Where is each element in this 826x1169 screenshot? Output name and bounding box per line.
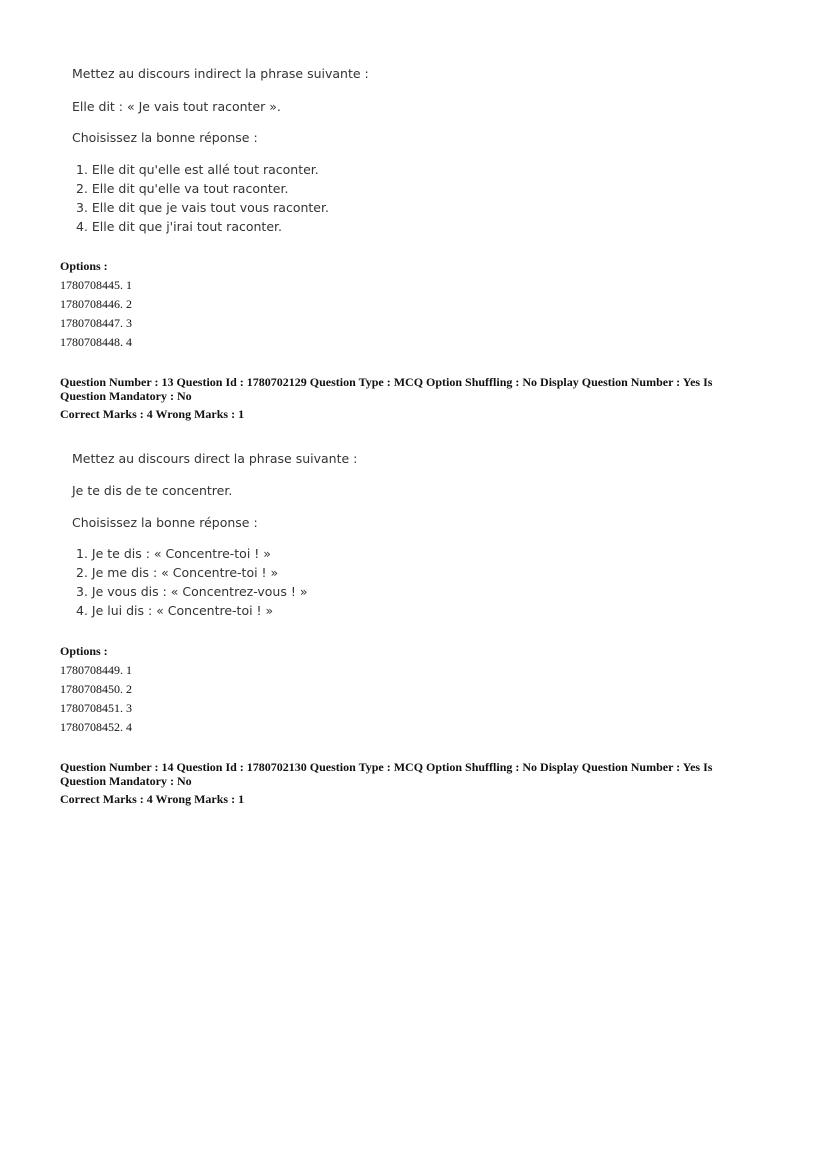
option-item: 1780708451. 3 [60,701,132,715]
question-image-13 [72,453,472,623]
option-item: 1780708447. 3 [60,316,132,330]
question-13-header [60,375,760,421]
option-item: 1780708448. 4 [60,335,132,349]
question-instruction: Mettez au discours indirect la phrase suivante : [72,66,369,81]
option-item: 1780708450. 2 [60,682,132,696]
question-mandatory-line: Question Mandatory : No [60,774,192,788]
choice-list [72,164,329,240]
options-label: Options : [60,644,108,658]
question-14-header [60,760,760,806]
question-sentence: Elle dit : « Je vais tout raconter ». [72,99,281,114]
question-prompt: Choisissez la bonne réponse : [72,515,258,530]
question-instruction: Mettez au discours direct la phrase suivante : [72,451,358,466]
question-prompt: Choisissez la bonne réponse : [72,130,258,145]
question-meta-line: Question Number : 14 Question Id : 1780702130 Question Type : MCQ Option Shuffling : No Display Question Number : Yes Is [60,760,713,774]
choice-item: 1. Elle dit qu'elle est allé tout raconter. [76,162,319,177]
choice-list [72,548,307,624]
question-meta-line: Question Number : 13 Question Id : 1780702129 Question Type : MCQ Option Shuffling : No Display Question Number : Yes Is [60,375,713,389]
question-marks: Correct Marks : 4 Wrong Marks : 1 [60,407,245,421]
options-block-13 [60,642,132,737]
choice-item: 1. Je te dis : « Concentre-toi ! » [76,546,271,561]
option-item: 1780708449. 1 [60,663,132,677]
question-sentence: Je te dis de te concentrer. [72,483,233,498]
options-label: Options : [60,259,108,273]
choice-item: 3. Je vous dis : « Concentrez-vous ! » [76,584,308,599]
option-item: 1780708446. 2 [60,297,132,311]
question-marks: Correct Marks : 4 Wrong Marks : 1 [60,792,245,806]
question-image-1 [72,68,472,238]
options-block-1 [60,257,132,352]
choice-item: 4. Je lui dis : « Concentre-toi ! » [76,603,274,618]
choice-item: 2. Elle dit qu'elle va tout raconter. [76,181,289,196]
choice-item: 4. Elle dit que j'irai tout raconter. [76,219,282,234]
choice-item: 2. Je me dis : « Concentre-toi ! » [76,565,279,580]
option-item: 1780708445. 1 [60,278,132,292]
option-item: 1780708452. 4 [60,720,132,734]
choice-item: 3. Elle dit que je vais tout vous raconter. [76,200,329,215]
question-mandatory-line: Question Mandatory : No [60,389,192,403]
